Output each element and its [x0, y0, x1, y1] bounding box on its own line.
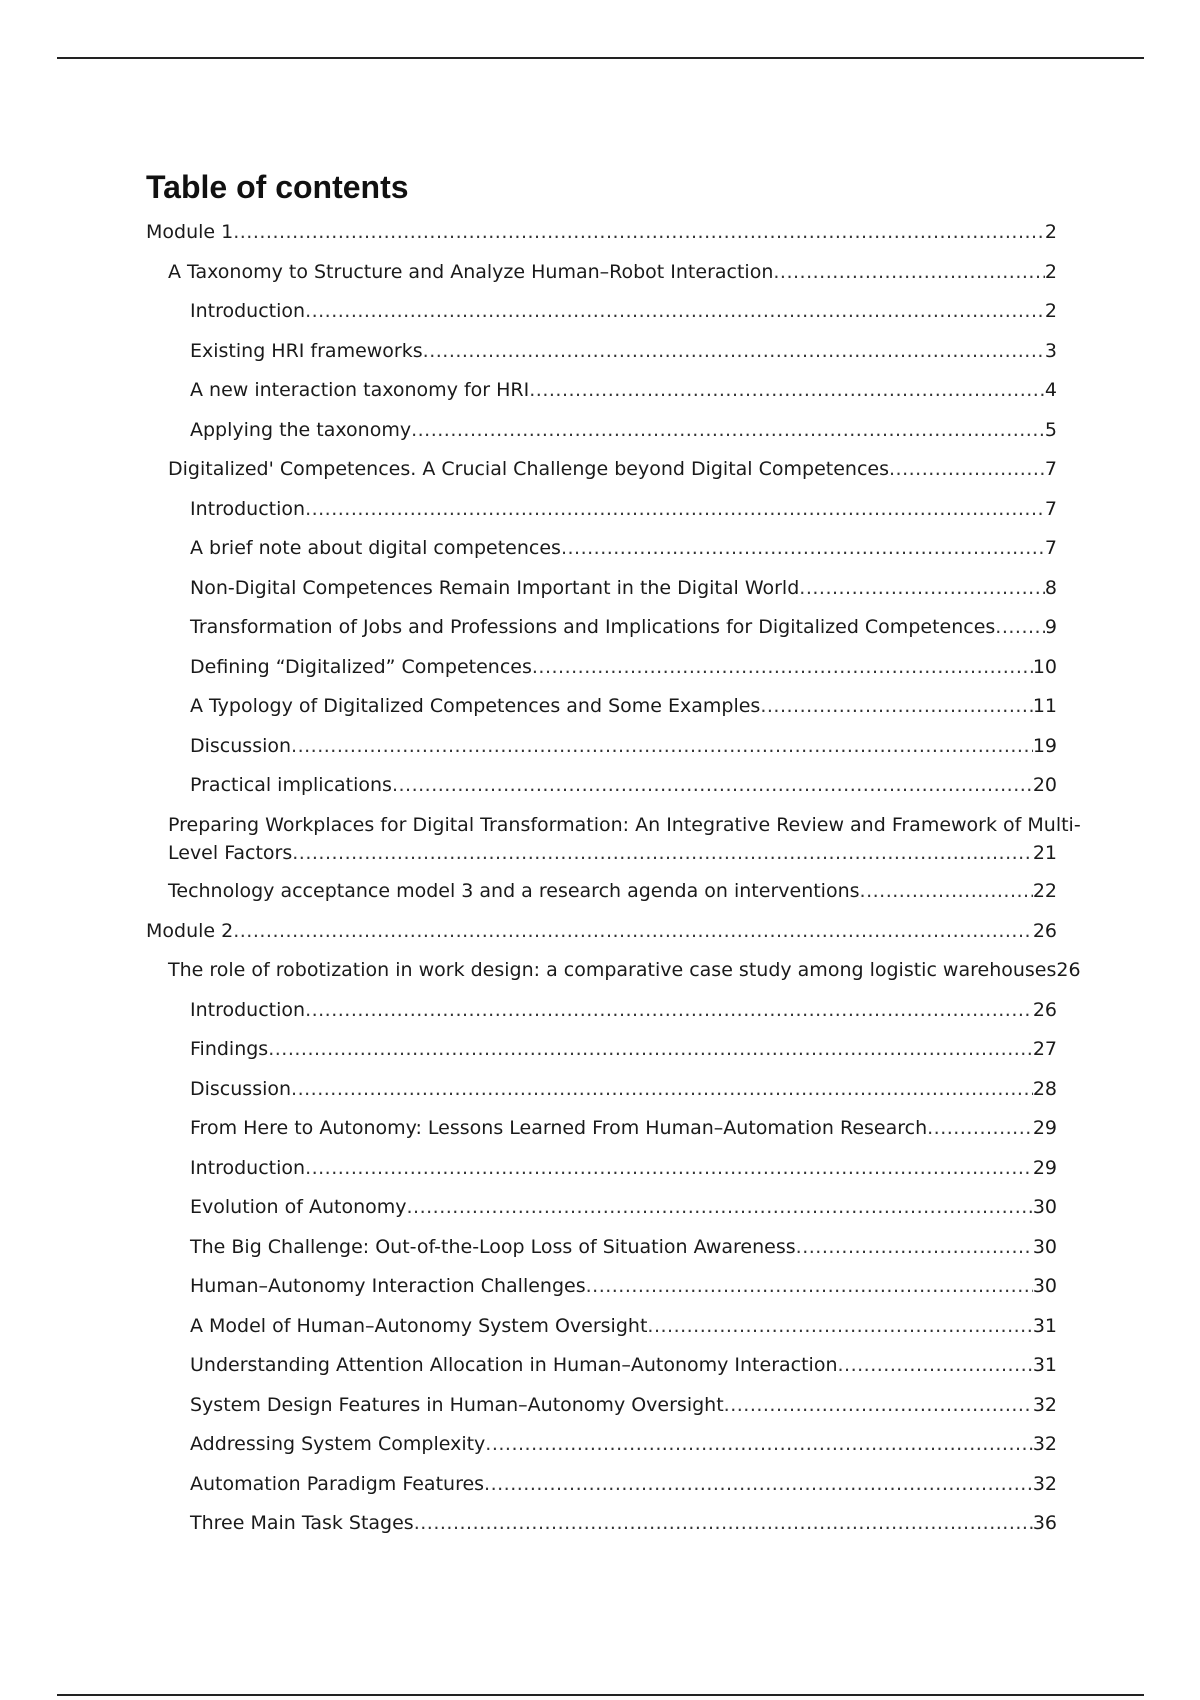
dot-leader	[529, 378, 1045, 402]
dot-leader	[414, 1511, 1033, 1535]
dot-leader	[233, 220, 1045, 244]
toc-entry[interactable]	[146, 220, 1057, 244]
toc-entry[interactable]	[146, 998, 1057, 1022]
dot-leader	[305, 998, 1033, 1022]
toc-entry-line	[168, 841, 1057, 865]
dot-leader	[647, 1314, 1032, 1338]
toc-entry-title: Digitalized' Competences. A Crucial Challenge beyond Digital Competences	[168, 458, 889, 480]
dot-leader	[561, 536, 1045, 560]
toc-page-number: 27	[1032, 1038, 1057, 1060]
dot-leader	[760, 694, 1032, 718]
toc-entry-title: Understanding Attention Allocation in Human–Autonomy Interaction	[190, 1354, 838, 1376]
toc-page-number: 2	[1044, 260, 1057, 283]
toc-entry[interactable]	[146, 615, 1057, 639]
toc-page-number: 31	[1032, 1314, 1057, 1337]
toc-entry[interactable]	[146, 773, 1057, 797]
toc-page-number: 26	[1032, 919, 1057, 942]
toc-entry[interactable]	[146, 879, 1057, 903]
toc-entry-title: A Model of Human–Autonomy System Oversight	[190, 1314, 648, 1337]
toc-entry[interactable]	[146, 1235, 1057, 1259]
dot-leader	[484, 1472, 1033, 1496]
toc-page-number: 32	[1032, 1433, 1057, 1455]
toc-page-number: 36	[1032, 1512, 1057, 1534]
toc-entry-title: The Big Challenge: Out-of-the-Loop Loss of Situation Awareness	[190, 1235, 796, 1258]
toc-page-number: 11	[1032, 695, 1057, 717]
toc-entry[interactable]	[146, 1116, 1057, 1140]
toc-entry[interactable]	[146, 1077, 1057, 1101]
toc-page-number: 29	[1032, 1117, 1057, 1139]
toc-entry-title: Introduction	[190, 998, 306, 1021]
toc-entry[interactable]	[146, 418, 1057, 442]
toc-entry-title: A brief note about digital competences	[190, 537, 561, 559]
toc-entry[interactable]	[146, 1432, 1057, 1456]
toc-page-number: 5	[1044, 418, 1057, 441]
toc-entry-title: A new interaction taxonomy for HRI	[190, 379, 530, 401]
header-rule	[57, 57, 1144, 59]
dot-leader	[799, 576, 1045, 600]
toc-entry[interactable]	[146, 813, 1081, 865]
dot-leader	[889, 457, 1045, 481]
dot-leader	[291, 1077, 1033, 1101]
toc-page-number: 30	[1032, 1275, 1057, 1297]
toc-entry[interactable]	[146, 1472, 1057, 1496]
toc-entry-title: Introduction	[190, 497, 306, 520]
toc-entry[interactable]	[146, 919, 1057, 943]
dot-leader	[860, 879, 1033, 903]
toc-entry[interactable]	[146, 1314, 1057, 1338]
toc-entry-title: A Typology of Digitalized Competences and Some Examples	[190, 695, 761, 717]
toc-page-number: 2	[1044, 221, 1057, 243]
dot-leader	[305, 299, 1045, 323]
toc-entry[interactable]	[146, 1274, 1057, 1298]
dot-leader	[485, 1432, 1033, 1456]
toc-entry-title: Introduction	[190, 300, 306, 322]
dot-leader	[927, 1116, 1033, 1140]
toc-entry[interactable]	[146, 378, 1057, 402]
toc-entry-title: Automation Paradigm Features	[190, 1472, 485, 1495]
toc-page-number: 7	[1044, 537, 1057, 559]
toc-entry-title: Discussion	[190, 734, 292, 757]
toc-page-number: 21	[1032, 841, 1057, 864]
dot-leader	[292, 841, 1033, 865]
toc-entry[interactable]	[146, 1037, 1057, 1061]
footer-rule	[57, 1694, 1144, 1696]
toc-entry-title: The role of robotization in work design: a comparative case study among logistic warehouses	[168, 959, 1057, 981]
dot-leader	[407, 1195, 1033, 1219]
dot-leader	[423, 339, 1045, 363]
toc-entry-title: Defining “Digitalized” Competences	[190, 655, 532, 678]
toc-entry-title-continued: Level Factors	[168, 841, 293, 864]
dot-leader	[392, 773, 1033, 797]
toc-page-number: 30	[1032, 1235, 1057, 1258]
dot-leader	[233, 919, 1033, 943]
toc-page-number: 26	[1032, 998, 1057, 1021]
toc-entry-title: Findings	[190, 1038, 269, 1060]
toc-entry-title: Applying the taxonomy	[190, 418, 412, 441]
dot-leader	[724, 1393, 1033, 1417]
toc-entry[interactable]	[146, 1353, 1057, 1377]
toc-page-number: 32	[1032, 1393, 1057, 1416]
toc-entry-title: Three Main Task Stages	[190, 1512, 414, 1534]
dot-leader	[268, 1037, 1033, 1061]
toc-entry-title: Module 2	[146, 919, 234, 942]
toc-page-number: 32	[1032, 1472, 1057, 1495]
toc-page-number: 29	[1032, 1156, 1057, 1179]
toc-entry-title: Practical implications	[190, 774, 392, 796]
toc-entry[interactable]	[146, 1511, 1057, 1535]
toc-entry[interactable]	[146, 299, 1057, 323]
toc-entry-title: Non-Digital Competences Remain Important in the Digital World	[190, 576, 800, 599]
toc-entry-title: Human–Autonomy Interaction Challenges	[190, 1275, 586, 1297]
toc-page-number: 31	[1032, 1354, 1057, 1376]
page-title: Table of contents	[146, 169, 409, 205]
toc-page-number: 22	[1032, 880, 1057, 902]
dot-leader	[586, 1274, 1033, 1298]
dot-leader	[411, 418, 1045, 442]
toc-entry[interactable]	[146, 260, 1057, 284]
toc-entry-title: A Taxonomy to Structure and Analyze Human–Robot Interaction	[168, 260, 774, 283]
toc-entry-title: Evolution of Autonomy	[190, 1196, 407, 1218]
toc-entry-title: Discussion	[190, 1077, 292, 1100]
toc-entry-title: From Here to Autonomy: Lessons Learned From Human–Automation Research	[190, 1117, 928, 1139]
dot-leader	[305, 497, 1045, 521]
toc-page-number: 19	[1032, 734, 1057, 757]
toc-entry[interactable]	[146, 497, 1057, 521]
toc-page-number: 20	[1032, 774, 1057, 796]
toc-page-number: 26	[1056, 959, 1081, 981]
dot-leader	[796, 1235, 1033, 1259]
toc-entry-title: Transformation of Jobs and Professions and Implications for Digitalized Competences	[190, 616, 996, 638]
dot-leader	[532, 655, 1033, 679]
toc-entry[interactable]	[146, 1156, 1057, 1180]
toc-entry-title: Introduction	[190, 1156, 306, 1179]
dot-leader	[291, 734, 1033, 758]
toc-entry[interactable]	[146, 339, 1057, 363]
toc-entry[interactable]	[146, 655, 1057, 679]
toc-entry[interactable]	[146, 694, 1057, 718]
toc-page-number: 4	[1044, 379, 1057, 401]
toc-page-number: 2	[1044, 300, 1057, 322]
toc-page-number: 28	[1032, 1077, 1057, 1100]
toc-page-number: 7	[1044, 497, 1057, 520]
toc-entry-title: Preparing Workplaces for Digital Transformation: An Integrative Review and Framework of Multi-	[168, 813, 1081, 836]
toc-entry-title: Technology acceptance model 3 and a research agenda on interventions	[168, 880, 860, 902]
toc-page-number: 10	[1032, 655, 1057, 678]
dot-leader	[305, 1156, 1033, 1180]
toc-entry-title: Addressing System Complexity	[190, 1433, 486, 1455]
toc-entry[interactable]	[146, 1393, 1057, 1417]
toc-page-number: 8	[1044, 576, 1057, 599]
toc-page-number: 3	[1044, 339, 1057, 362]
toc-entry[interactable]	[146, 536, 1057, 560]
dot-leader	[773, 260, 1045, 284]
toc-page-number: 7	[1044, 458, 1057, 480]
toc-entry[interactable]	[146, 958, 1081, 982]
dot-leader	[838, 1353, 1033, 1377]
toc-entry-title: Module 1	[146, 221, 234, 243]
toc-entry[interactable]	[146, 576, 1057, 600]
toc-entry-title: System Design Features in Human–Autonomy Oversight	[190, 1393, 724, 1416]
toc-entry[interactable]	[146, 457, 1057, 481]
dot-leader	[995, 615, 1045, 639]
toc-entry-title: Existing HRI frameworks	[190, 339, 423, 362]
toc-entry[interactable]	[146, 1195, 1057, 1219]
toc-page-number: 30	[1032, 1196, 1057, 1218]
toc-page-number: 9	[1044, 616, 1057, 638]
toc-entry[interactable]	[146, 734, 1057, 758]
